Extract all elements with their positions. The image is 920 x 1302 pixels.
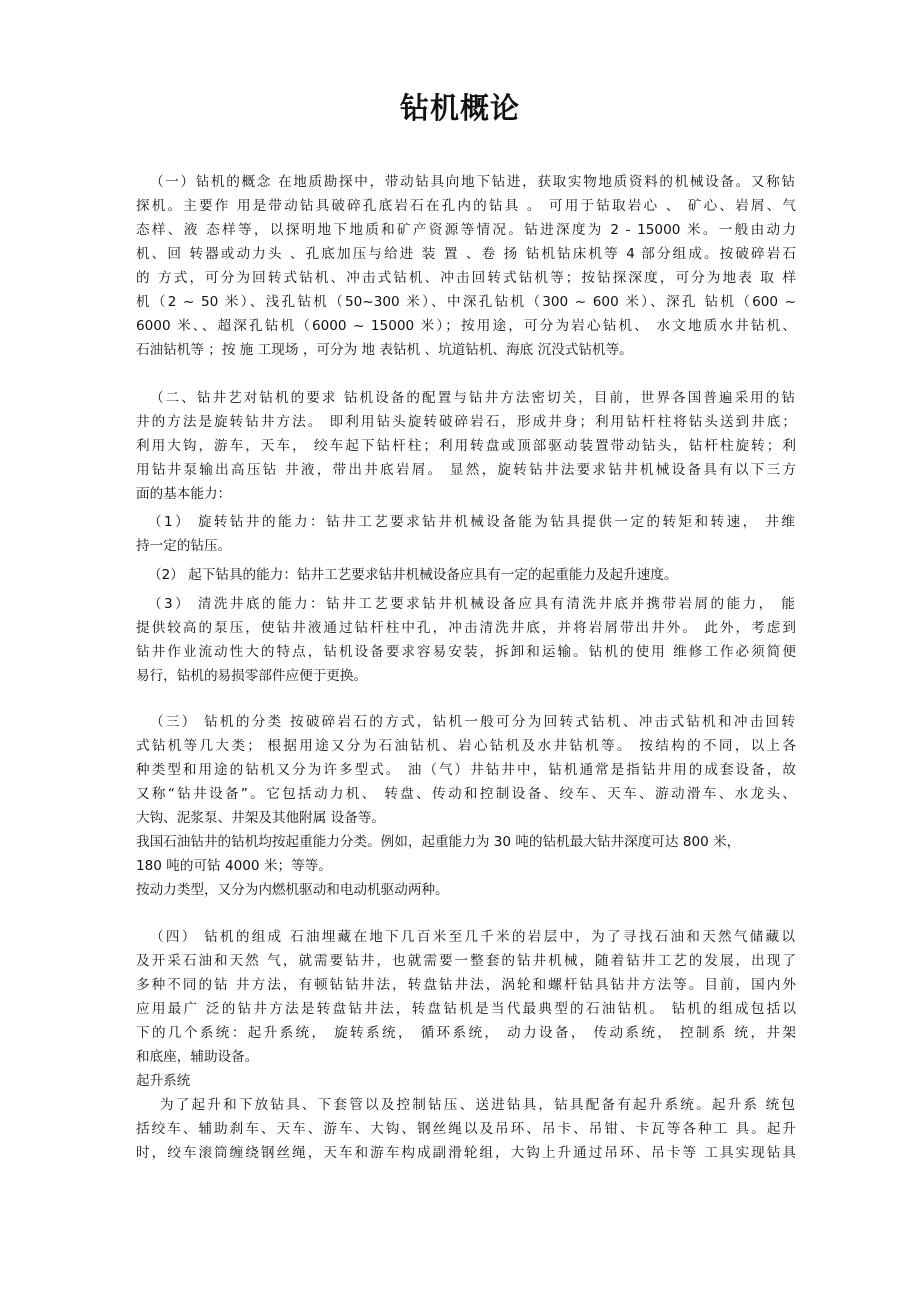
text-line: 机（2 ~ 50 米）、浅孔钻机（50~300 米）、中深孔钻机（300 ~ 600 米）、深孔 钻机（600 ~ — [136, 294, 796, 310]
text-line: 6000 米、、超深孔钻机（6000 ~ 15000 米）；按用途，可分为岩心钻机、 水文地质水井钻机、 — [136, 318, 796, 334]
text-line: 多种不同的钻 井方法，有顿钻钻井法，转盘钻井法，涡轮和螺杆钻具钻井方法等。目前，国内外 — [136, 977, 796, 993]
text-line: 机、回 转器或动力头 、孔底加压与给进 装 置 、卷 扬 钻机钻床机等 4 部分组成。按破碎岩石 — [136, 246, 796, 262]
text-line: 下的几个系统：起升系统， 旋转系统， 循环系统， 动力设备， 传动系统， 控制系 统，井架 — [136, 1025, 796, 1041]
text-line: 我国石油钻井的钻机均按起重能力分类。例如，起重能力为 30 吨的钻机最大钻井深度可达 800 米， — [136, 834, 741, 850]
text-line: 持一定的钻压。 — [136, 538, 232, 554]
text-line: 的 方式，可分为回转式钻机、冲击式钻机、冲击回转式钻机等；按钻探深度，可分为地表 取 样 — [136, 270, 796, 286]
text-line: 括绞车、辅助刹车、天车、游车、大钩、钢丝绳以及吊环、吊卡、吊钳、卡瓦等各种工 具。起升 — [136, 1121, 796, 1137]
section-heading: 起升系统 — [136, 1073, 191, 1089]
text-line: 钻井作业流动性大的特点，钻机设备要求容易安装，拆卸和运输。钻机的使用 维修工作必须简便 — [136, 644, 796, 660]
text-line: （2） 起下钻具的能力：钻井工艺要求钻井机械设备应具有一定的起重能力及起升速度。 — [148, 567, 678, 583]
text-line: 时，绞车滚筒缠绕钢丝绳，天车和游车构成副滑轮组，大钩上升通过吊环、吊卡等 工具实现钻具 — [136, 1145, 796, 1161]
text-line: 态样、液 态样等，以探明地下地质和矿产资源等情况。钻进深度为 2 - 15000 米。一般由动力 — [136, 222, 796, 238]
text-line: 利用大钩，游车，天车， 绞车起下钻杆柱；利用转盘或顶部驱动装置带动钻头，钻杆柱旋转；利 — [136, 438, 796, 454]
text-line: 和底座，辅助设备。 — [136, 1049, 259, 1065]
page-title: 钻机概论 — [399, 91, 520, 125]
text-line: 为了起升和下放钻具、下套管以及控制钻压、送进钻具，钻具配备有起升系统。起升系 统包 — [160, 1097, 795, 1113]
text-line: 易行，钻机的易损零部件应便于更换。 — [136, 668, 368, 684]
text-line: 应用最广 泛的钻井方法是转盘钻井法，转盘钻机是当代最典型的石油钻机。 钻机的组成包括以 — [136, 1001, 796, 1017]
text-line: 大钩、泥浆泵、井架及其他附属 设备等。 — [136, 810, 386, 826]
text-line: 按动力类型，又分为内燃机驱动和电动机驱动两种。 — [136, 882, 449, 898]
text-line: 石油钻机等 ；按 施 工现场 ，可分为 地 表钻机 、坑道钻机、海底 沉没式钻机等。 — [136, 342, 633, 358]
text-line: 探机。主要作 用是带动钻具破碎孔底岩石在孔内的钻具 。 可用于钻取岩心 、 矿心、岩屑、气 — [136, 198, 796, 214]
text-line: 用钻井泵输出高压钻 井液，带出井底岩屑。 显然，旋转钻井法要求钻井机械设备具有以下三方 — [136, 462, 796, 478]
text-line: 面的基本能力： — [136, 486, 232, 502]
text-line: 提供较高的泵压，使钻井液通过钻杆柱中孔，冲击清洗井底，并将岩屑带出井外。 此外，考虑到 — [136, 620, 796, 636]
text-line: （四） 钻机的组成 石油埋藏在地下几百米至几千米的岩层中，为了寻找石油和天然气储藏以 — [150, 929, 795, 945]
text-line: （一）钻机的概念 在地质勘探中，带动钻具向地下钻进，获取实物地质资料的机械设备。又称钻 — [150, 174, 795, 190]
text-line: 式钻机等几大类； 根据用途又分为石油钻机、岩心钻机及水井钻机等。 按结构的不同，以上各 — [136, 738, 796, 754]
text-line: （3） 清洗井底的能力：钻井工艺要求钻井机械设备应具有清洗井底并携带岩屑的能力， 能 — [148, 596, 795, 612]
text-line: 及开采石油和天然 气，就需要钻井，也就需要一整套的钻井机械，随着钻井工艺的发展，出现了 — [136, 953, 796, 969]
text-line: （二、钻井艺对钻机的要求 钻机设备的配置与钻井方法密切关，目前，世界各国普遍采用的钻 — [150, 390, 795, 406]
text-line: 又称“钻井设备”。它包括动力机、 转盘、传动和控制设备、绞车、天车、游动滑车、水龙头、 — [136, 786, 796, 802]
text-line: （三） 钻机的分类 按破碎岩石的方式，钻机一般可分为回转式钻机、冲击式钻机和冲击回转 — [150, 714, 795, 730]
text-line: （1） 旋转钻井的能力：钻井工艺要求钻井机械设备能为钻具提供一定的转矩和转速， 井维 — [148, 514, 795, 530]
text-line: 井的方法是旋转钻井方法。 即利用钻头旋转破碎岩石，形成井身；利用钻杆柱将钻头送到井底； — [136, 414, 796, 430]
text-line: 种类型和用途的钻机又分为许多型式。 油（气）井钻井中，钻机通常是指钻井用的成套设备，故 — [136, 762, 796, 778]
text-line: 180 吨的可钻 4000 米；等等。 — [136, 858, 332, 874]
